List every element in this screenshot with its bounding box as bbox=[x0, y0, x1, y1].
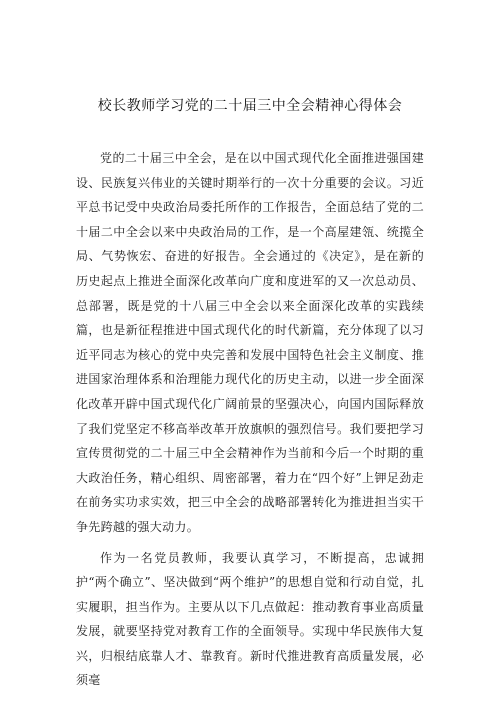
document-title: 校长教师学习党的二十届三中全会精神心得体会 bbox=[97, 98, 403, 114]
paragraph-1: 党的二十届三中全会，是在以中国式现代化全面推进强国建设、民族复兴伟业的关键时期举行的一次十分重要的会议。习近平总书记受中央政治局委托所作的工作报告，全面总结了党的二十届二中全会以来中央政治局的工作，是一个高屋建瓴、统揽全局、气势恢宏、奋进的好报告。全会通过的《决定》，是在新的历史起点上推进全面深化改革向广度和度进军的又一次总动员、总部署，既是党的十八届三中全会以来全面深化改革的实践续篇，也是新征程推进中国式现代化的时代新篇，充分体现了以习近平同志为核心的党中央完善和发展中国特色社会主义制度、推进国家治理体系和治理能力现代化的历史主动，以进一步全面深化改革开辟中国式现代化广阔前景的坚强决心，向国内国际释放了我们党坚定不移高举改革开放旗帜的强烈信号。我们要把学习宣传贯彻党的二十届三中全会精神作为当前和今后一个时期的重大政治任务，精心组织、周密部署，着力在“四个好”上钾足劲走在前务实功求实效，把三中全会的战略部署转化为推进担当实干争先跨越的强大动力。 bbox=[76, 151, 424, 534]
document-body bbox=[76, 146, 424, 693]
paragraph-2: 作为一名党员教师，我要认真学习，不断提高，忠诚拥护“两个确立”、坚决做到“两个维护”的思想自觉和行动自觉，扎实履职，担当作为。主要从以下几点做起：推动教育事业高质量发展，就要坚持党对教育工作的全面领导。实现中华民族伟大复兴，归根结底靠人才、靠教育。新时代推进教育高质量发展，必须毫 bbox=[76, 550, 424, 688]
